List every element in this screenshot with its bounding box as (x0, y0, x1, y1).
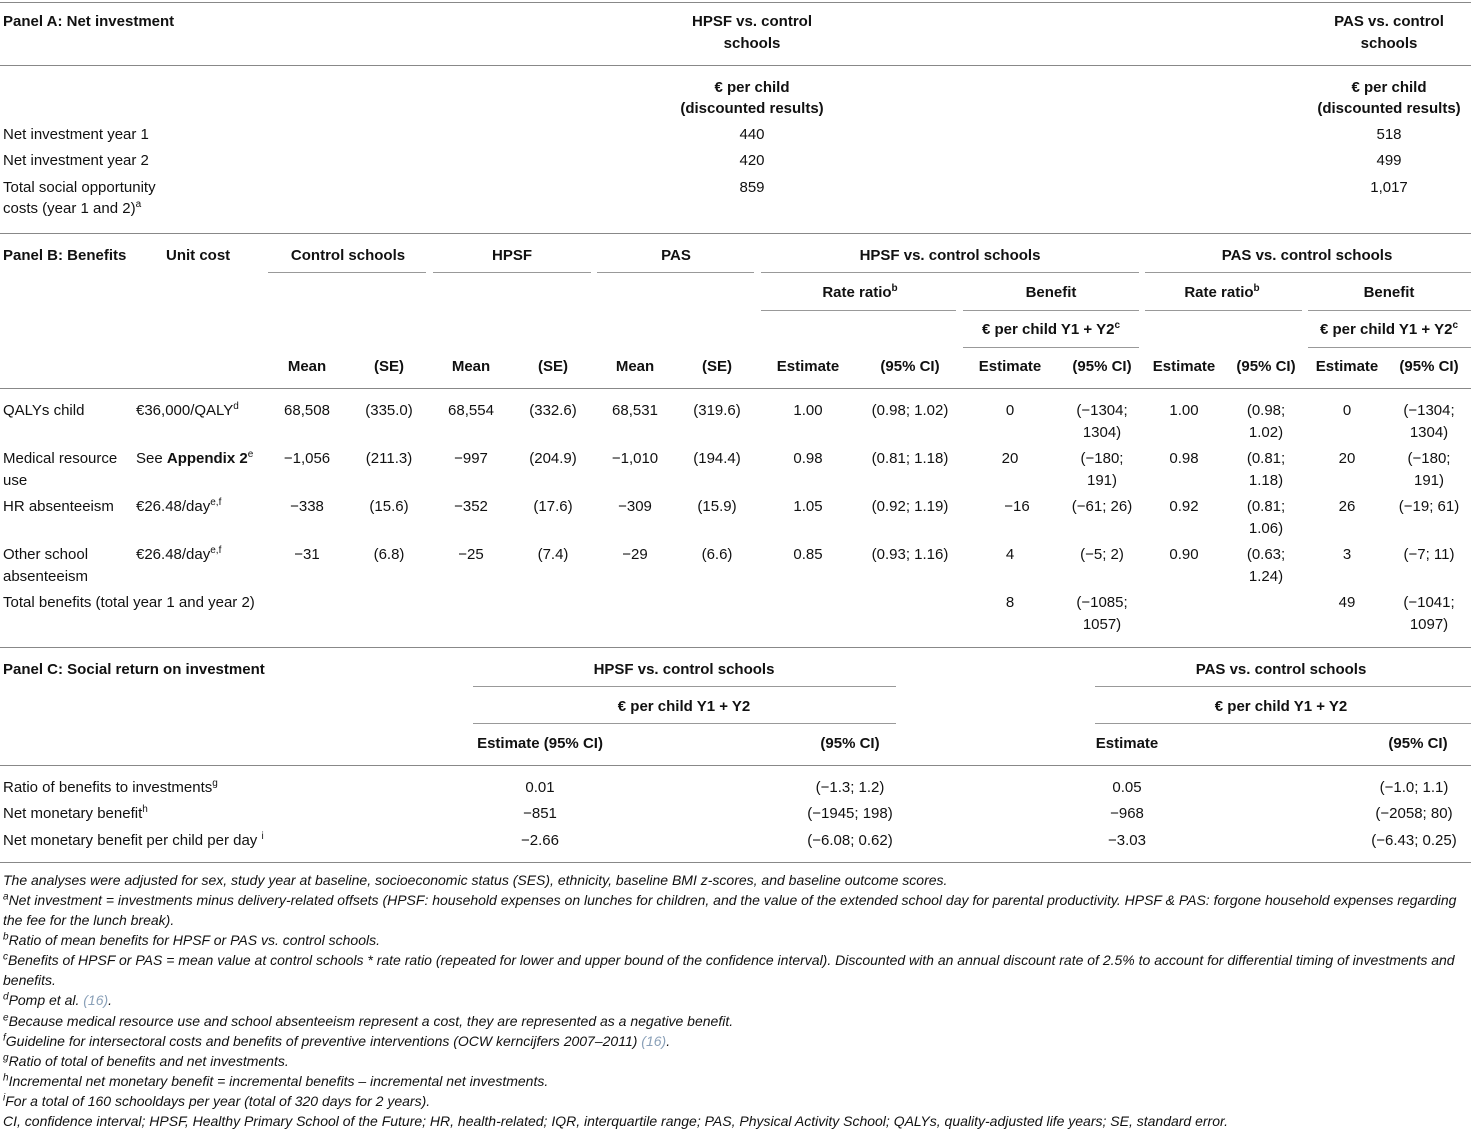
value-cell: 0 (1342, 402, 1352, 419)
estimate-header: Estimate (978, 358, 1042, 375)
row-label: Net monetary benefit$^h$ (3, 804, 148, 822)
value-cell: 191) (1413, 472, 1445, 489)
se-header: (SE) (538, 358, 568, 375)
value-cell: (6.6) (701, 546, 733, 563)
benefit-header: Benefit (1025, 284, 1077, 301)
row-label: absenteeism (3, 568, 89, 585)
rule (963, 310, 1139, 311)
footnote-d: $^d$Pomp et al. (16). (3, 991, 113, 1008)
unit-cost-cell: See Appendix 2e (136, 449, 254, 467)
rule (597, 272, 754, 273)
ci-header: (95% CI) (1072, 358, 1132, 375)
reference-link[interactable]: (16) (83, 992, 109, 1008)
value-cell: −31 (294, 546, 320, 563)
value-cell: 49 (1338, 594, 1356, 611)
value-cell: 0.05 (1112, 779, 1142, 796)
value-cell: 0.92 (1169, 498, 1199, 515)
panel-a-bottom-rule (0, 233, 1471, 234)
pas-header: PAS (661, 247, 691, 264)
value-cell: −338 (290, 498, 324, 515)
rule (433, 272, 591, 273)
value-cell: (−180; (1407, 450, 1451, 467)
value-cell: (15.9) (697, 498, 737, 515)
value-cell: 499 (1376, 152, 1402, 169)
hpsf-header: HPSF (491, 247, 533, 264)
value-cell: (−6.08; 0.62) (807, 832, 893, 849)
control-schools-header: Control schools (290, 247, 406, 264)
panel-a-unit-l1: € per child (1351, 79, 1427, 96)
value-cell: (−2058; 80) (1375, 805, 1453, 822)
footnote-h: $^h$Incremental net monetary benefit = incremental benefits – incremental net investments. (3, 1072, 549, 1089)
rule (761, 310, 956, 311)
unit-cost-cell: €36,000/QALY$^d$ (136, 401, 239, 419)
value-cell: −968 (1110, 805, 1144, 822)
row-label: Net investment year 1 (3, 126, 149, 143)
row-label: Net investment year 2 (3, 152, 149, 169)
estimate-ci-header: Estimate (95% CI) (477, 735, 603, 752)
se-header: (SE) (702, 358, 732, 375)
value-cell: 420 (739, 152, 765, 169)
value-cell: (−7; 11) (1403, 546, 1455, 563)
value-cell: −1,056 (283, 450, 331, 467)
value-cell: (−1304; (1076, 402, 1128, 419)
value-cell: (332.6) (529, 402, 577, 419)
footnote-b: $^b$Ratio of mean benefits for HPSF or PAS vs. control schools. (3, 931, 380, 948)
value-cell: (−1041; (1403, 594, 1455, 611)
rule (473, 723, 896, 724)
rate-ratio-header: Rate ratio$^b$ (1184, 283, 1260, 301)
value-cell: −352 (454, 498, 488, 515)
value-cell: (−1.3; 1.2) (815, 779, 885, 796)
rule (1145, 310, 1302, 311)
panel-a-unit-l1: € per child (714, 79, 790, 96)
panel-a-header-rule (0, 65, 1471, 66)
rule (1308, 310, 1471, 311)
value-cell: (6.8) (373, 546, 405, 563)
value-cell: 1304) (1409, 424, 1449, 441)
value-cell: 1.24) (1248, 568, 1284, 585)
pas-vs-header: PAS vs. control schools (1195, 661, 1367, 678)
value-cell: 3 (1342, 546, 1352, 563)
value-cell: 0.98 (793, 450, 823, 467)
value-cell: (211.3) (365, 450, 413, 467)
rule (1145, 272, 1471, 273)
rule (1308, 347, 1471, 348)
estimate-header: Estimate (1095, 735, 1159, 752)
value-cell: 1.00 (793, 402, 823, 419)
panel-a-unit-l2: (discounted results) (1317, 100, 1461, 117)
value-cell: 68,508 (284, 402, 330, 419)
value-cell: 1.00 (1169, 402, 1199, 419)
value-cell: −29 (622, 546, 648, 563)
panel-a-hpsf-header-l2: schools (723, 35, 781, 52)
value-cell: (319.6) (693, 402, 741, 419)
value-cell: 859 (739, 179, 765, 196)
row-label: Total social opportunity (3, 179, 156, 196)
value-cell: −851 (523, 805, 557, 822)
footnote-i: $^i$For a total of 160 schooldays per year (total of 320 days for 2 years). (3, 1092, 431, 1109)
value-cell: (335.0) (365, 402, 413, 419)
value-cell: −25 (458, 546, 484, 563)
row-label: costs (year 1 and 2)$^a$ (3, 199, 142, 217)
value-cell: (−1085; (1076, 594, 1128, 611)
footnote-g: $^g$Ratio of total of benefits and net investments. (3, 1052, 289, 1069)
se-header: (SE) (374, 358, 404, 375)
estimate-header: Estimate (1152, 358, 1216, 375)
row-label: Medical resource (3, 450, 118, 467)
rule (268, 272, 426, 273)
value-cell: 68,531 (612, 402, 658, 419)
value-cell: (0.93; 1.16) (871, 546, 949, 563)
value-cell: 0.90 (1169, 546, 1199, 563)
ci-header: (95% CI) (820, 735, 880, 752)
unit-cost-cell: €26.48/day$^{e,f}$ (136, 497, 222, 515)
mean-header: Mean (287, 358, 327, 375)
value-cell: (−5; 2) (1080, 546, 1124, 563)
pas-vs-header: PAS vs. control schools (1221, 247, 1393, 264)
panel-c-header-rule (0, 765, 1471, 766)
unit-cost-header: Unit cost (166, 247, 231, 264)
ci-header: (95% CI) (1236, 358, 1296, 375)
per-child-header: € per child $Y1 + Y2^c$ (982, 320, 1120, 338)
rule (761, 272, 1139, 273)
value-cell: 518 (1376, 126, 1402, 143)
value-cell: 1.02) (1248, 424, 1284, 441)
value-cell: (−1945; 198) (807, 805, 893, 822)
value-cell: −3.03 (1108, 832, 1146, 849)
row-label: Net monetary benefit per child per day $^i$ (3, 831, 264, 849)
row-label: use (3, 472, 28, 489)
value-cell: 1,017 (1370, 179, 1408, 196)
value-cell: (194.4) (693, 450, 741, 467)
value-cell: 1.05 (793, 498, 823, 515)
value-cell: (0.81; 1.18) (871, 450, 949, 467)
panel-a-pas-header-l2: schools (1360, 35, 1418, 52)
value-cell: (0.98; (1246, 402, 1286, 419)
per-child-header: € per child Y1 + Y2 (1214, 698, 1348, 715)
rule (473, 686, 896, 687)
value-cell: 0.01 (525, 779, 555, 796)
row-label: Total benefits (total year 1 and year 2) (3, 594, 255, 611)
value-cell: −2.66 (521, 832, 559, 849)
per-child-header: € per child $Y1 + Y2^c$ (1320, 320, 1458, 338)
panel-a-pas-header-l1: PAS vs. control (1334, 13, 1444, 30)
panel-b-header-rule (0, 388, 1471, 389)
benefit-header: Benefit (1363, 284, 1415, 301)
panel-b-bottom-rule (0, 647, 1471, 648)
row-label: HR absenteeism (3, 498, 114, 515)
value-cell: 1097) (1409, 616, 1449, 633)
mean-header: Mean (615, 358, 655, 375)
value-cell: 8 (1005, 594, 1015, 611)
value-cell: 440 (739, 126, 765, 143)
value-cell: 1.18) (1248, 472, 1284, 489)
value-cell: 1057) (1082, 616, 1122, 633)
footnote-a: $^a$Net investment = investments minus delivery-related offsets (HPSF: household expenses on lunches for children, and the value of the extended school day for parental productivity. HPSF & PAS: forgone household expenses regarding the fee for the lunch break). (3, 891, 1457, 928)
footnote-c: $^c$Benefits of HPSF or PAS = mean value at control schools * rate ratio (repeated for lower and upper bound of the confidence interval). Discounted with an annual discount rate of 2.5% to account for differential timing of investments and benefits. (3, 951, 1455, 988)
value-cell: (0.98; 1.02) (871, 402, 949, 419)
value-cell: −997 (454, 450, 488, 467)
value-cell: (−1.0; 1.1) (1379, 779, 1449, 796)
value-cell: −309 (618, 498, 652, 515)
table-bottom-rule (0, 862, 1471, 863)
footnote-abbreviations: CI, confidence interval; HPSF, Healthy Primary School of the Future; HR, health-related; IQR, interquartile range; PAS, Physical Activity School; QALYs, quality-adjusted life years; SE, standard error. (3, 1113, 1229, 1129)
value-cell: 0.85 (793, 546, 823, 563)
rule (963, 347, 1139, 348)
hpsf-vs-header: HPSF vs. control schools (859, 247, 1041, 264)
value-cell: 191) (1086, 472, 1118, 489)
top-rule (0, 2, 1471, 3)
hpsf-vs-header: HPSF vs. control schools (593, 661, 775, 678)
value-cell: 20 (1338, 450, 1356, 467)
rule (1095, 686, 1471, 687)
footnote-e: $^e$Because medical resource use and school absenteeism represent a cost, they are represented as a negative benefit. (3, 1012, 734, 1029)
footnote-f: $^f$Guideline for intersectoral costs and benefits of preventive interventions (OCW kerncijfers 2007–2011) (16). (3, 1032, 671, 1049)
value-cell: (0.92; 1.19) (871, 498, 949, 515)
mean-header: Mean (451, 358, 491, 375)
footnote-intro: The analyses were adjusted for sex, study year at baseline, socioeconomic status (SES), ethnicity, baseline BMI z-scores, and baseline outcome scores. (3, 872, 948, 888)
value-cell: −16 (1004, 498, 1030, 515)
value-cell: (−19; 61) (1398, 498, 1460, 515)
value-cell: −1,010 (611, 450, 659, 467)
value-cell: 1304) (1082, 424, 1122, 441)
value-cell: (15.6) (369, 498, 409, 515)
panel-a-title: Panel A: Net investment (3, 13, 175, 30)
row-label: Other school (3, 546, 89, 563)
value-cell: 1.06) (1248, 520, 1284, 537)
value-cell: (0.63; (1246, 546, 1286, 563)
unit-cost-cell: €26.48/day$^{e,f}$ (136, 545, 222, 563)
value-cell: (0.81; (1246, 450, 1286, 467)
ci-header: (95% CI) (1388, 735, 1448, 752)
value-cell: (0.81; (1246, 498, 1286, 515)
panel-b-title: Panel B: Benefits (3, 247, 127, 264)
reference-link[interactable]: (16) (641, 1033, 667, 1049)
value-cell: (204.9) (529, 450, 577, 467)
value-cell: 0.98 (1169, 450, 1199, 467)
panel-a-unit-l2: (discounted results) (680, 100, 824, 117)
value-cell: (−1304; (1403, 402, 1455, 419)
value-cell: 20 (1001, 450, 1019, 467)
per-child-header: € per child Y1 + Y2 (617, 698, 751, 715)
value-cell: (−6.43; 0.25) (1371, 832, 1457, 849)
value-cell: (−61; 26) (1071, 498, 1133, 515)
value-cell: 0 (1005, 402, 1015, 419)
estimate-header: Estimate (1315, 358, 1379, 375)
value-cell: (7.4) (537, 546, 569, 563)
ci-header: (95% CI) (880, 358, 940, 375)
row-label: QALYs child (3, 402, 85, 419)
value-cell: (−180; (1080, 450, 1124, 467)
value-cell: 26 (1338, 498, 1356, 515)
value-cell: 68,554 (448, 402, 494, 419)
panel-c-title: Panel C: Social return on investment (3, 661, 265, 678)
row-label: Ratio of benefits to investments$^g$ (3, 778, 218, 796)
panel-a-hpsf-header-l1: HPSF vs. control (691, 13, 813, 30)
value-cell: 4 (1005, 546, 1015, 563)
value-cell: (17.6) (533, 498, 573, 515)
ci-header: (95% CI) (1399, 358, 1459, 375)
rule (1095, 723, 1471, 724)
estimate-header: Estimate (776, 358, 840, 375)
rate-ratio-header: Rate ratio$^b$ (822, 283, 898, 301)
